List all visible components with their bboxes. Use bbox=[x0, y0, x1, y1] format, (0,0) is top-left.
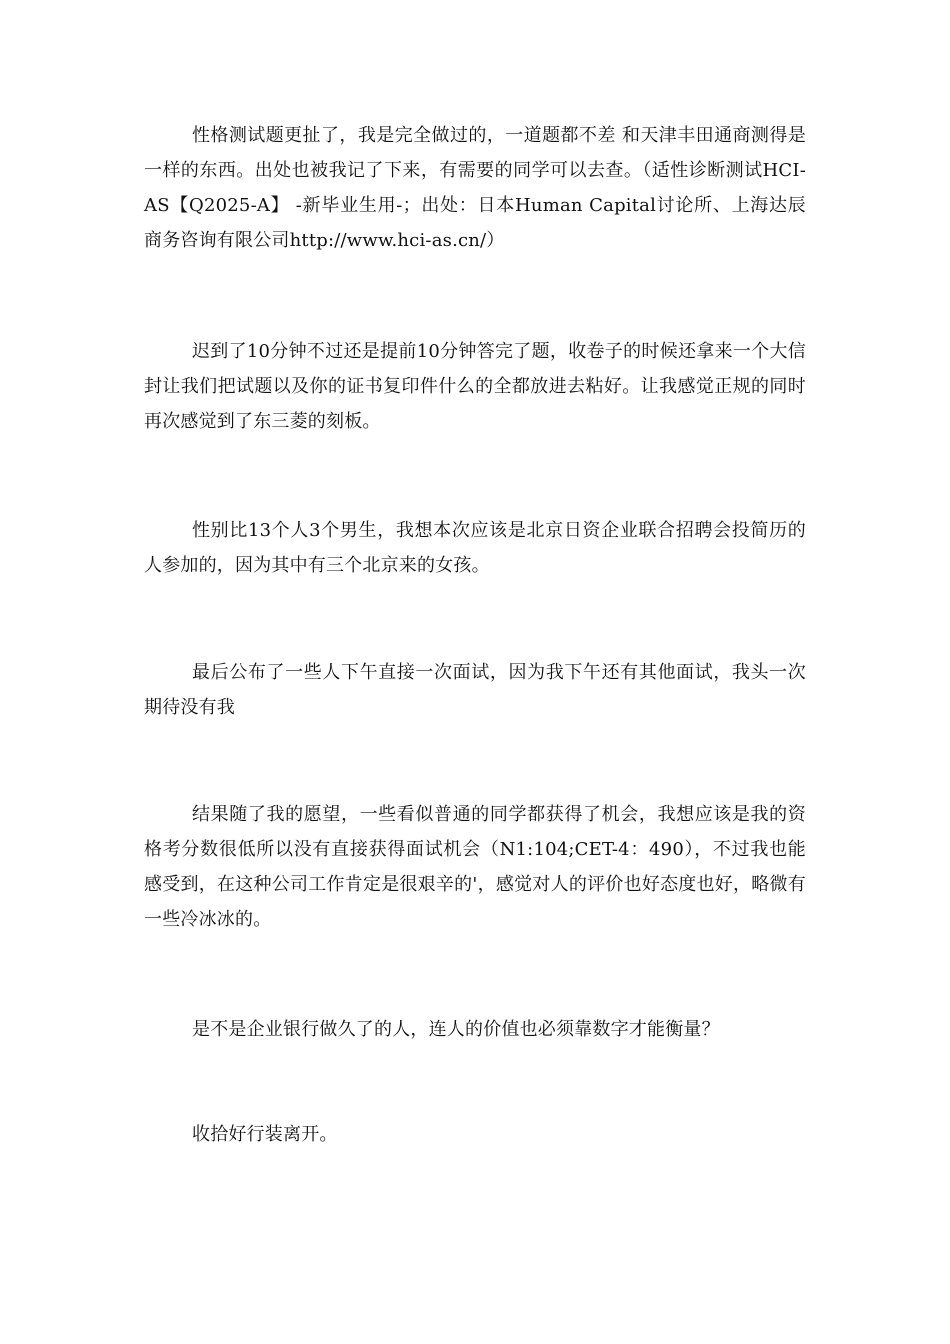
paragraph-result: 结果随了我的愿望，一些看似普通的同学都获得了机会，我想应该是我的资格考分数很低所以没有直接获得面试机会（N1:104;CET-4：490），不过我也能感受到，在这种公司工作肯定是很艰辛的'，感觉对人的评价也好态度也好，略微有一些冷冰冰的。 bbox=[144, 804, 806, 930]
paragraph-announcement: 最后公布了一些人下午直接一次面试，因为我下午还有其他面试，我头一次期待没有我 bbox=[144, 662, 806, 718]
paragraph-late-arrival: 迟到了10分钟不过还是提前10分钟答完了题，收卷子的时候还拿来一个大信封让我们把试题以及你的证书复印件什么的全都放进去粘好。让我感觉正规的同时再次感觉到了东三菱的刻板。 bbox=[144, 341, 806, 432]
paragraph-gender-ratio: 性别比13个人3个男生，我想本次应该是北京日资企业联合招聘会投简历的人参加的，因为其中有三个北京来的女孩。 bbox=[144, 520, 806, 576]
paragraph-leave: 收拾好行装离开。 bbox=[192, 1124, 338, 1145]
paragraph-personality-test: 性格测试题更扯了，我是完全做过的，一道题都不差 和天津丰田通商测得是一样的东西。出处也被我记了下来，有需要的同学可以去查。（适性诊断测试HCI-AS【Q2025-A】 -新毕业生用-；出处：日本Human Capital讨论所、上海达辰商务咨询有限公司http://www.hci-as.cn/） bbox=[144, 125, 806, 251]
paragraph-question: 是不是企业银行做久了的人，连人的价值也必须靠数字才能衡量？ bbox=[192, 1019, 720, 1040]
